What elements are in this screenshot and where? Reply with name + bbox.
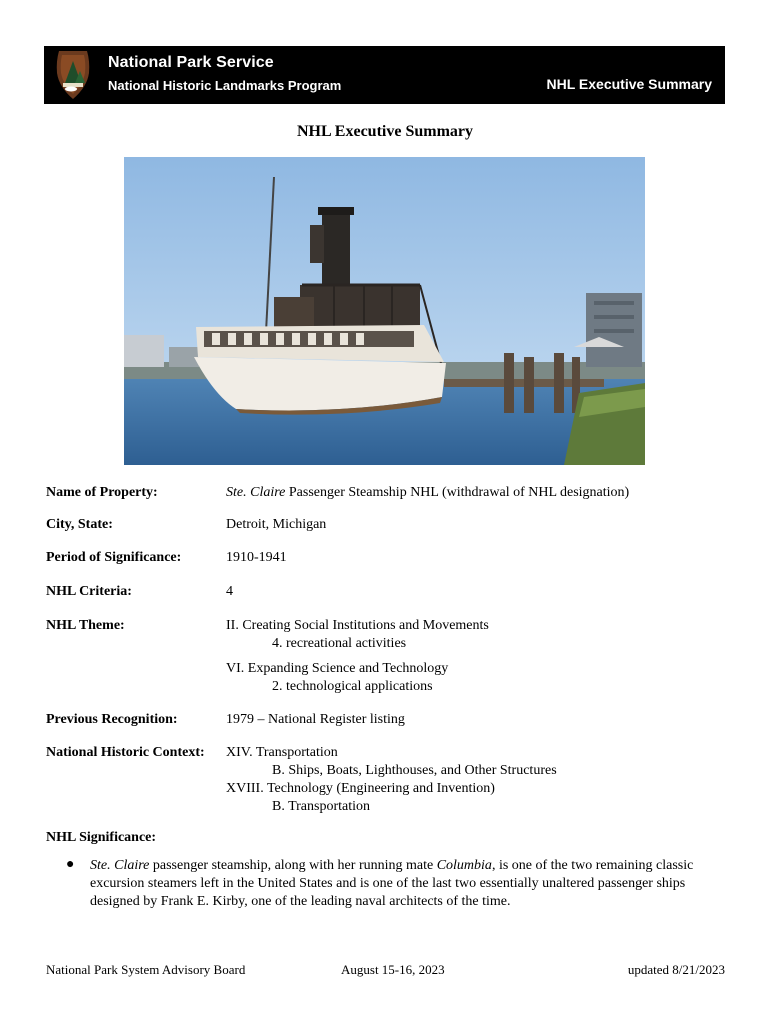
page-title: NHL Executive Summary xyxy=(297,123,473,140)
nps-arrowhead-icon xyxy=(53,49,93,101)
property-name-italic: Ste. Claire xyxy=(226,485,286,500)
field-label: NHL Criteria: xyxy=(46,584,132,599)
field-value xyxy=(226,484,696,502)
theme-line: VI. Expanding Science and Technology xyxy=(226,661,449,676)
field-value: 1979 – National Register listing xyxy=(226,712,405,727)
field-label: Period of Significance: xyxy=(46,550,182,565)
context-line: XIV. Transportation xyxy=(226,745,338,760)
program-name: National Historic Landmarks Program xyxy=(108,78,342,93)
footer-right: updated 8/21/2023 xyxy=(627,962,725,977)
context-subline: B. Ships, Boats, Lighthouses, and Other Structures xyxy=(272,763,557,778)
field-value: 4 xyxy=(226,584,233,599)
field-label: Name of Property: xyxy=(46,485,158,500)
footer-center: August 15-16, 2023 xyxy=(341,962,445,977)
italic-ship-name: Ste. Claire xyxy=(90,858,150,873)
field-value xyxy=(226,617,696,696)
footer-left: National Park System Advisory Board xyxy=(46,962,246,977)
field-label: Previous Recognition: xyxy=(46,712,178,727)
theme-subline: 4. recreational activities xyxy=(272,636,407,651)
field-label: City, State: xyxy=(46,517,113,532)
significance-heading: NHL Significance: xyxy=(46,830,157,845)
field-label: National Historic Context: xyxy=(46,745,205,760)
banner-title: NHL Executive Summary xyxy=(546,76,712,92)
steamship-photo xyxy=(124,157,645,465)
bullet-text-part: passenger steamship, along with her running mate xyxy=(149,858,437,873)
field-label: NHL Theme: xyxy=(46,618,125,633)
property-name-rest: Passenger Steamship NHL (withdrawal of NHL designation) xyxy=(285,485,630,500)
nps-header-banner xyxy=(44,46,725,104)
italic-ship-name: Columbia xyxy=(436,858,492,873)
bullet-icon: ● xyxy=(66,857,75,872)
org-name: National Park Service xyxy=(108,54,274,71)
field-value: Detroit, Michigan xyxy=(226,517,327,532)
theme-subline: 2. technological applications xyxy=(272,679,433,694)
field-value: 1910-1941 xyxy=(226,550,287,565)
theme-line: II. Creating Social Institutions and Movements xyxy=(226,618,489,633)
field-value xyxy=(226,744,696,816)
context-subline: B. Transportation xyxy=(272,799,371,814)
bullet-text-part: , is one of the two remaining classic excursion steamers left in the United States and is one of the last two essentially unaltered passenger ships designed by Frank E. Kirby, one of the leading naval architects of the time. xyxy=(90,858,694,909)
significance-bullet xyxy=(90,857,710,911)
context-line: XVIII. Technology (Engineering and Invention) xyxy=(226,781,495,796)
